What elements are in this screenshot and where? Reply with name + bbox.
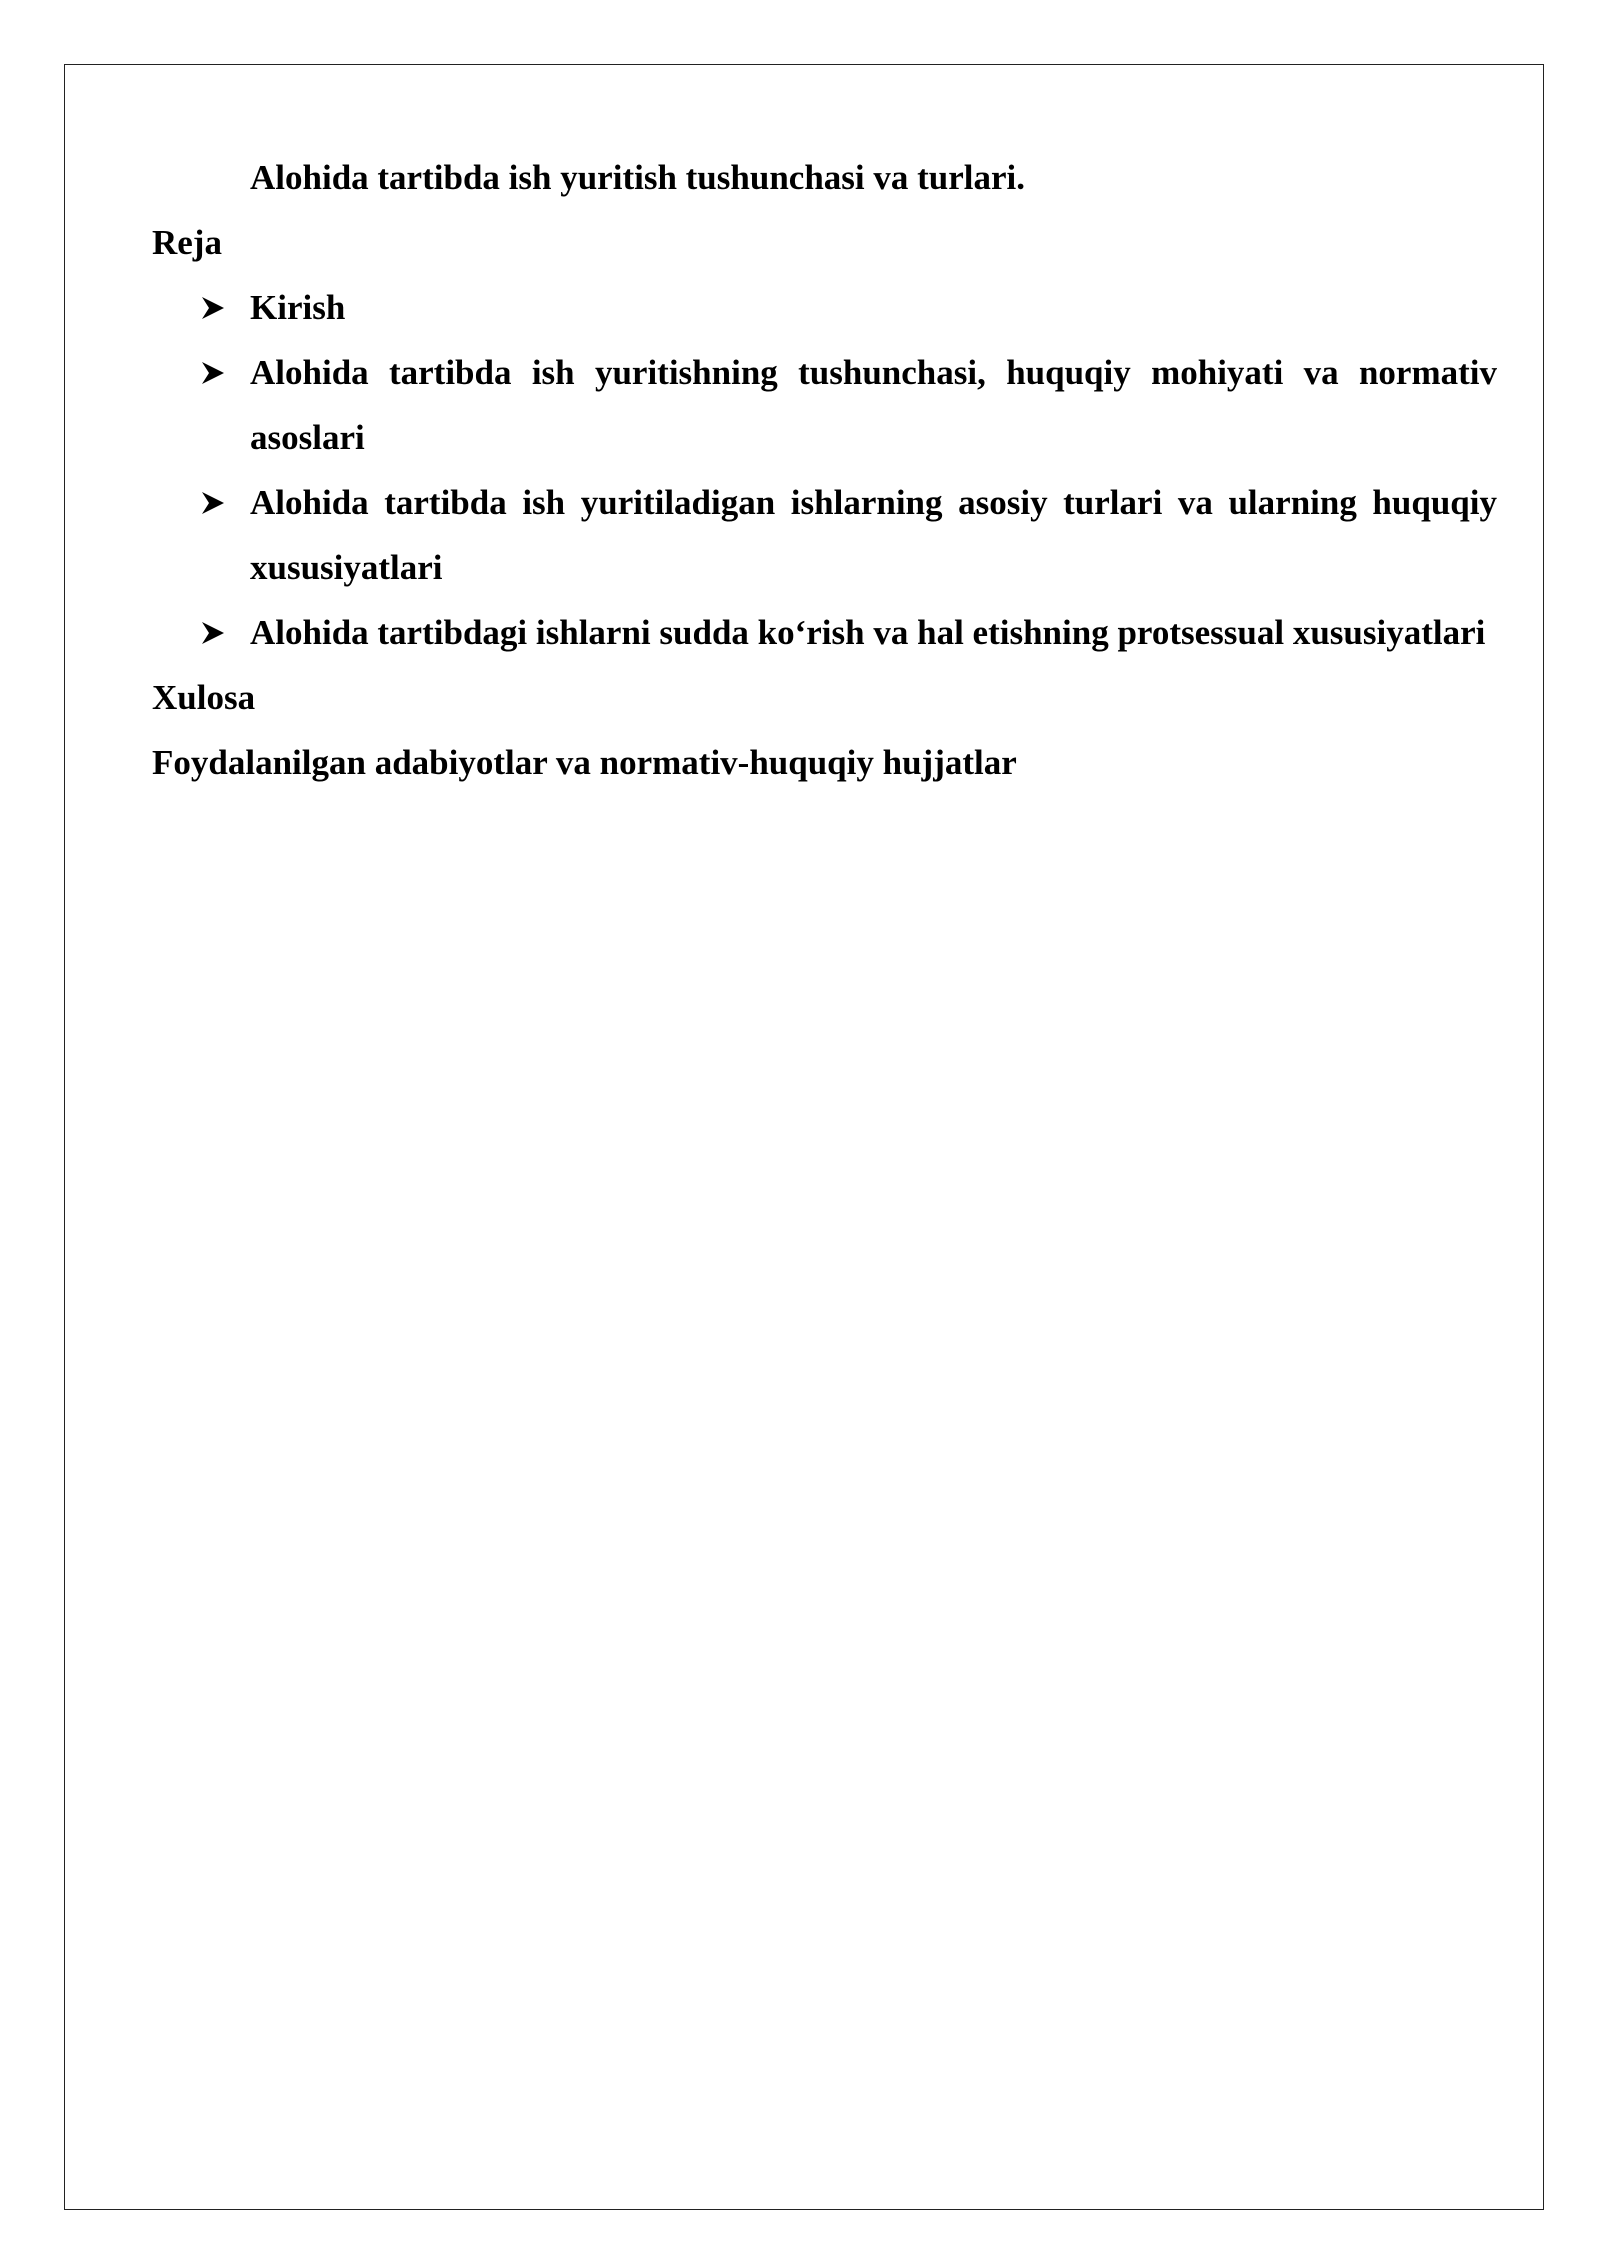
plan-list bbox=[152, 275, 1497, 665]
plan-item-types bbox=[152, 470, 1497, 600]
document-title: Alohida tartibda ish yuritish tushunchasi va turlari. bbox=[250, 158, 1026, 197]
plan-item-procedure bbox=[152, 600, 1497, 665]
plan-item-label: Alohida tartibdagi ishlarni sudda ko‘rish va hal etishning protsessual xususiyatlari bbox=[250, 613, 1486, 652]
plan-item-label: Alohida tartibda ish yuritiladigan ishlarning asosiy turlari va ularning huquqiy xususiyatlari bbox=[250, 483, 1497, 587]
plan-item-concept bbox=[152, 340, 1497, 470]
conclusion-heading: Xulosa bbox=[152, 678, 256, 717]
plan-item-label: Alohida tartibda ish yuritishning tushunchasi, huquqiy mohiyati va normativ asoslari bbox=[250, 353, 1497, 457]
document-body bbox=[152, 145, 1497, 795]
plan-item-label: Kirish bbox=[250, 288, 346, 327]
plan-item-introduction bbox=[152, 275, 1497, 340]
references-heading: Foydalanilgan adabiyotlar va normativ-huquqiy hujjatlar bbox=[152, 743, 1017, 782]
plan-heading: Reja bbox=[152, 223, 222, 262]
arrowhead-bullet-icon bbox=[200, 470, 236, 535]
arrowhead-bullet-icon bbox=[200, 600, 236, 665]
arrowhead-bullet-icon bbox=[200, 275, 236, 340]
arrowhead-bullet-icon bbox=[200, 340, 236, 405]
